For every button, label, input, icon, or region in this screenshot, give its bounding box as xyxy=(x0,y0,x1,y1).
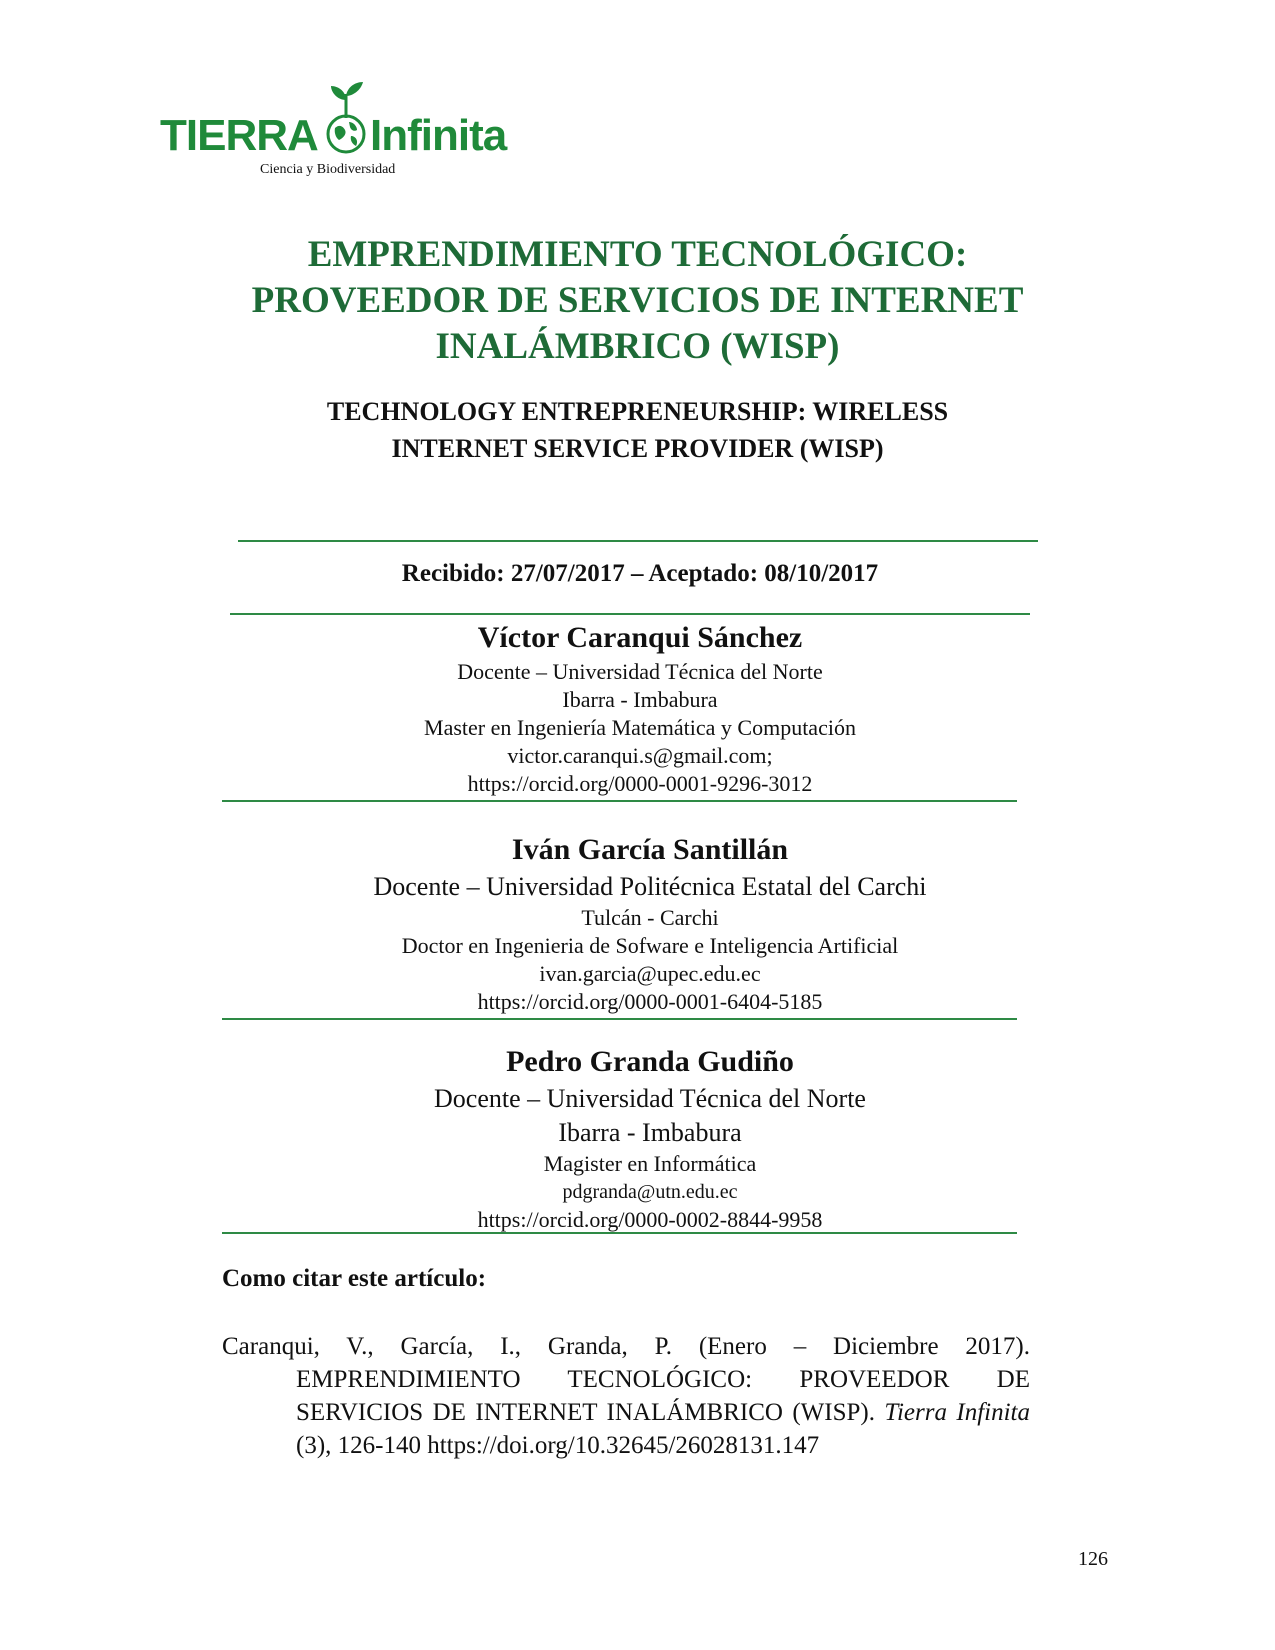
citation-tail: (3), 126-140 https://doi.org/10.32645/26028131.147 xyxy=(296,1432,820,1459)
divider-rule xyxy=(222,1018,1017,1020)
author-email: ivan.garcia@upec.edu.ec xyxy=(539,961,761,986)
title-en-line: INTERNET SERVICE PROVIDER (WISP) xyxy=(391,434,884,463)
author-location: Ibarra - Imbabura xyxy=(558,1118,742,1147)
author-name: Iván García Santillán xyxy=(511,833,789,866)
author-location: Tulcán - Carchi xyxy=(581,905,719,930)
citation-body: Caranqui, V., García, I., Granda, P. (Enero – Diciembre 2017). EMPRENDIMIENTO TECNOLÓGICO: PROVEEDOR DE SERVICIOS DE INTERNET INALÁMBRICO (WISP). xyxy=(222,1333,1030,1426)
author-orcid: https://orcid.org/0000-0002-8844-9958 xyxy=(477,1207,823,1232)
title-english xyxy=(200,393,1075,467)
author-email: pdgranda@utn.edu.ec xyxy=(562,1181,738,1203)
author-block xyxy=(260,830,1040,1016)
title-es-line: PROVEEDOR DE SERVICIOS DE INTERNET xyxy=(251,280,1024,321)
title-en-line: TECHNOLOGY ENTREPRENEURSHIP: WIRELESS xyxy=(326,397,949,426)
page-number: 126 xyxy=(1078,1548,1108,1570)
author-orcid: https://orcid.org/0000-0001-6404-5185 xyxy=(477,989,823,1014)
citation-text xyxy=(222,1330,1030,1462)
author-degree: Doctor en Ingenieria de Sofware e Inteligencia Artificial xyxy=(401,933,899,958)
author-orcid: https://orcid.org/0000-0001-9296-3012 xyxy=(467,771,813,796)
title-es-line: INALÁMBRICO (WISP) xyxy=(435,326,840,367)
author-name: Pedro Granda Gudiño xyxy=(506,1045,794,1078)
divider-rule xyxy=(238,540,1038,542)
title-spanish xyxy=(200,232,1075,370)
author-email: victor.caranqui.s@gmail.com; xyxy=(507,743,773,768)
author-degree: Master en Ingeniería Matemática y Computación xyxy=(424,715,856,740)
citation-journal: Tierra Infinita xyxy=(884,1399,1030,1426)
title-es-line: EMPRENDIMIENTO TECNOLÓGICO: xyxy=(307,234,968,275)
divider-rule xyxy=(222,800,1017,802)
divider-rule xyxy=(230,613,1030,615)
received-accepted-dates: Recibido: 27/07/2017 – Aceptado: 08/10/2017 xyxy=(401,560,879,587)
logo-tagline: Ciencia y Biodiversidad xyxy=(260,162,396,177)
logo-word-infinita: Infinita xyxy=(370,111,507,160)
author-degree: Magister en Informática xyxy=(543,1151,757,1176)
author-affiliation: Docente – Universidad Técnica del Norte xyxy=(457,659,823,684)
logo-word-tierra: TIERRA xyxy=(160,111,318,160)
author-location: Ibarra - Imbabura xyxy=(562,687,718,712)
sprout-globe-icon xyxy=(323,78,369,158)
journal-logo xyxy=(160,78,540,178)
author-affiliation: Docente – Universidad Técnica del Norte xyxy=(434,1084,866,1113)
author-block xyxy=(260,1042,1040,1234)
author-block xyxy=(260,618,1020,798)
divider-rule xyxy=(222,1232,1017,1234)
citation-heading: Como citar este artículo: xyxy=(222,1265,487,1292)
author-affiliation: Docente – Universidad Politécnica Estatal del Carchi xyxy=(373,872,927,901)
author-name: Víctor Caranqui Sánchez xyxy=(477,621,803,654)
